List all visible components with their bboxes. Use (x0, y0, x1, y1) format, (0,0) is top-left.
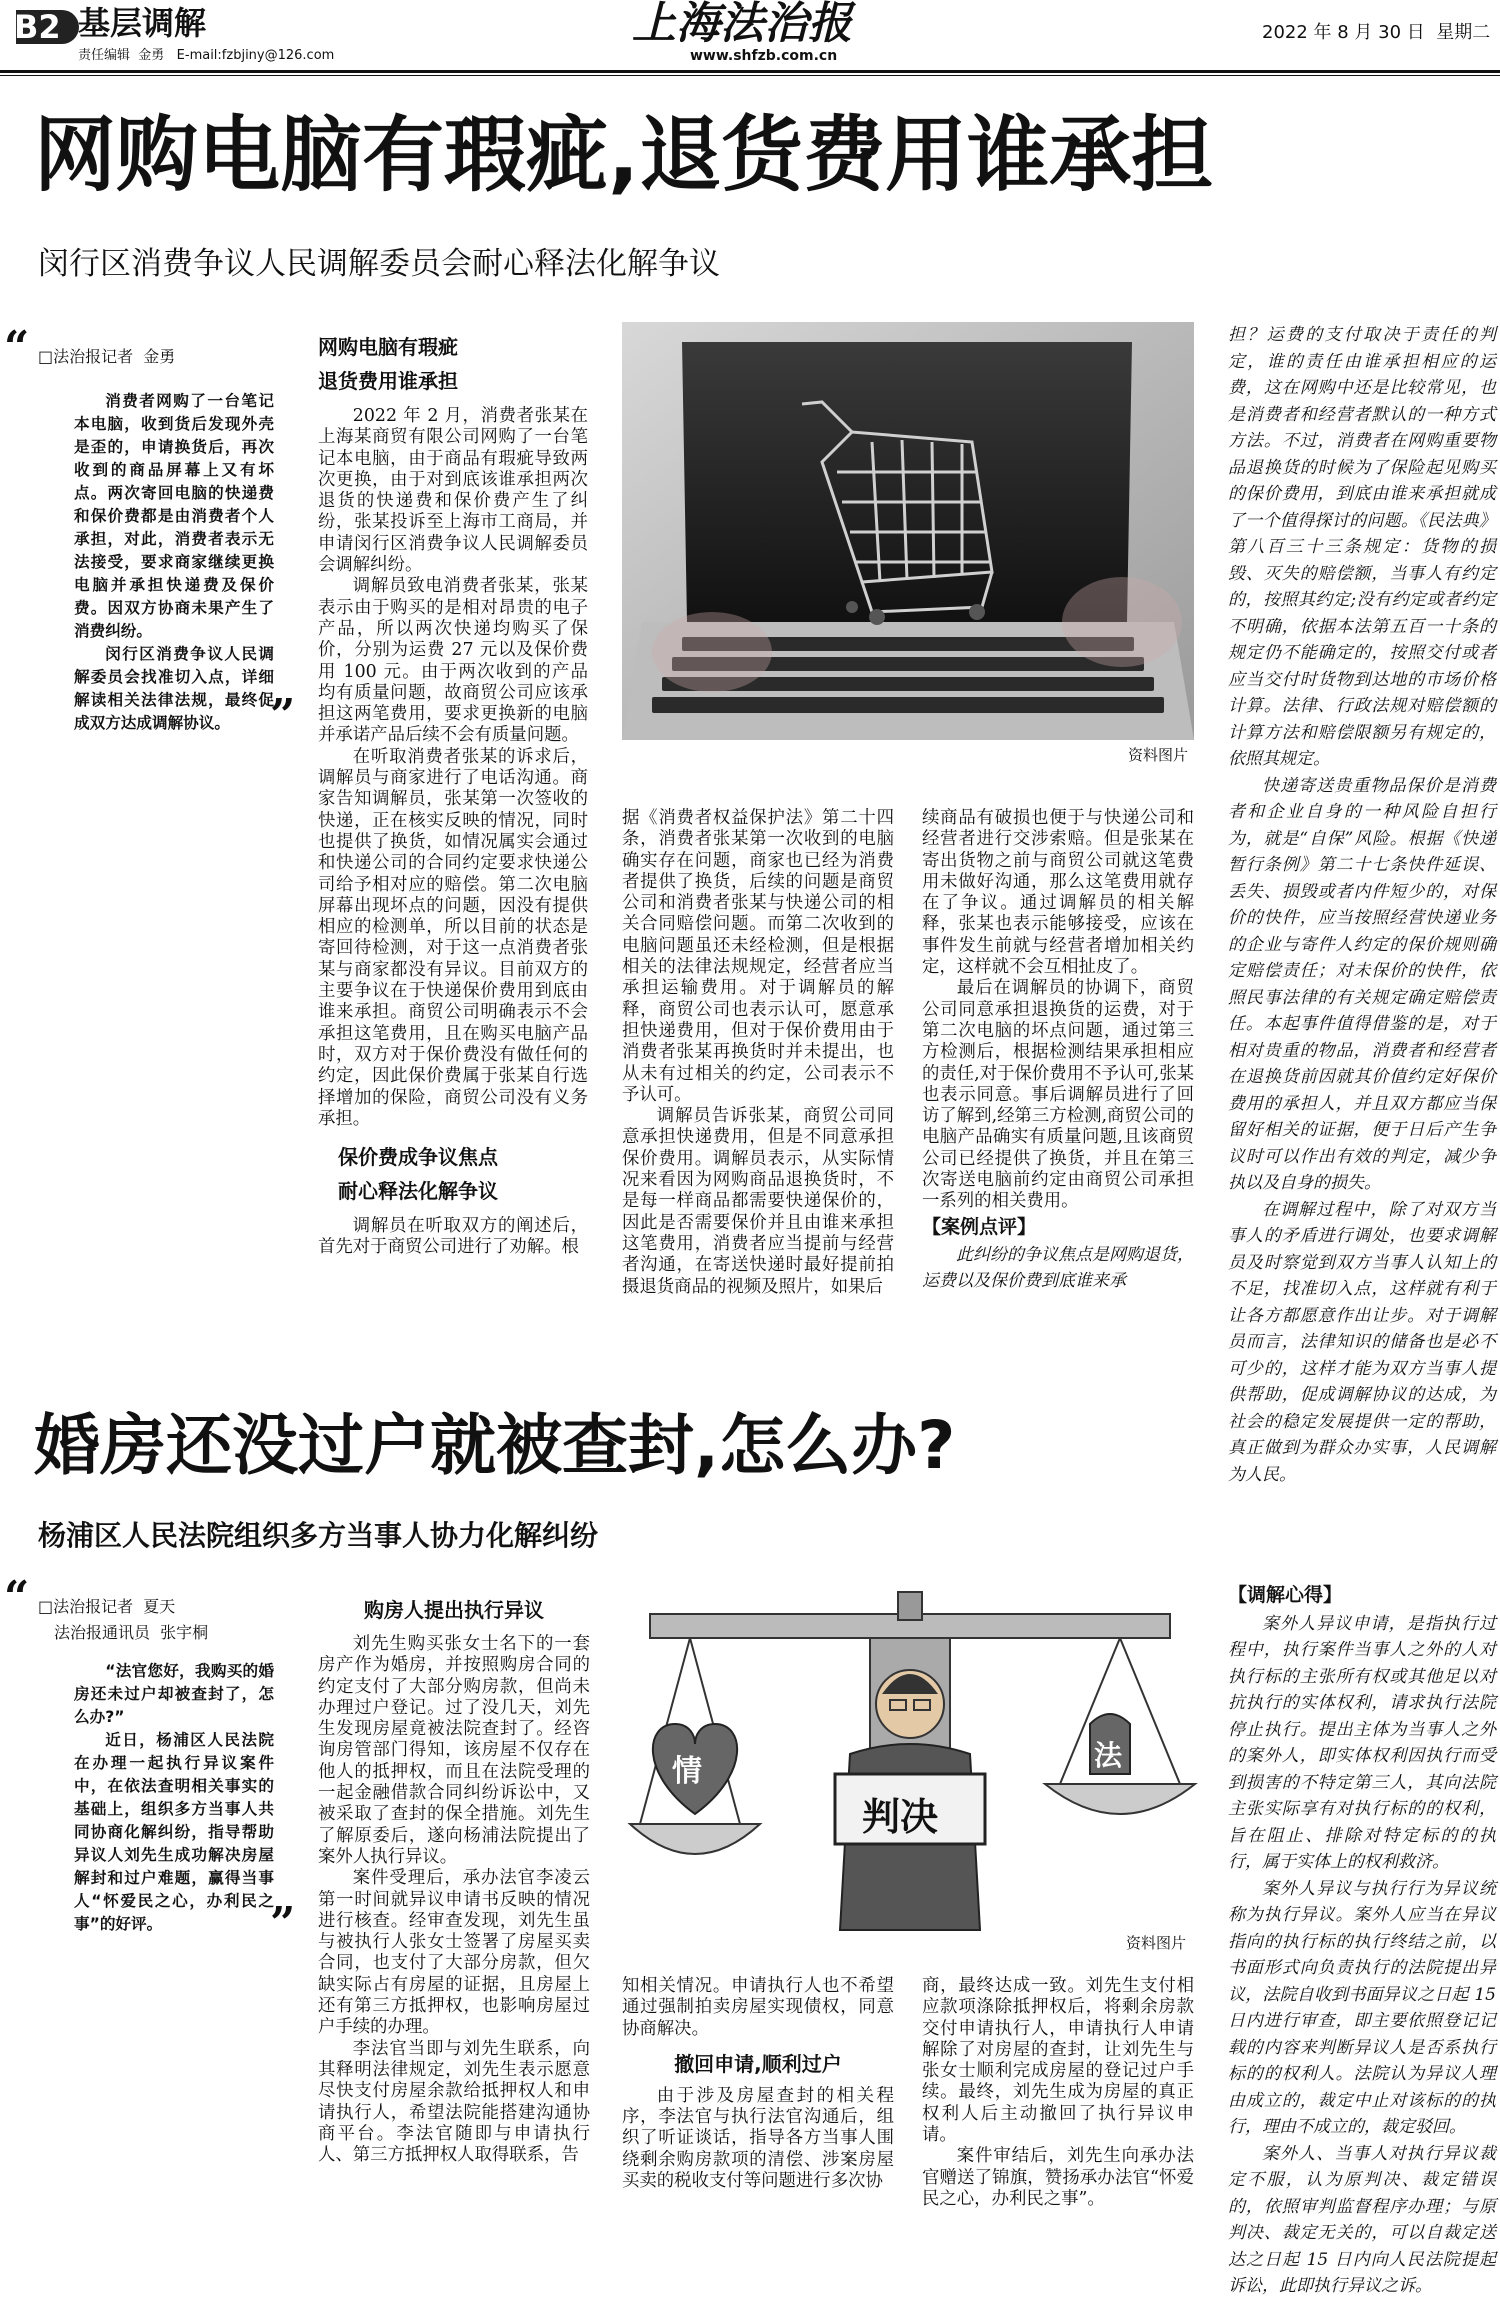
article2-byline-correspondent: 法治报通讯员 张宇桐 (54, 1623, 209, 1642)
comment-paragraph: 此纠纷的争议焦点是网购退货，运费以及保价费到底谁来承 (922, 1244, 1194, 1292)
illustration-label-verdict: 判决 (862, 1795, 939, 1839)
body-paragraph: 调解员告诉张某，商贸公司同意承担快递费用，但是不同意承担保价费用。调解员表示，从实际情况来看因为网购商品退换货时，不是每一样商品都需要快递保价的，因此是否需要保价并且由谁来承担这笔费用，消费者应当提前与经营者沟通，在寄送快递时最好提前拍摄退货商品的视频及照片，如果后 (622, 1106, 894, 1297)
body-paragraph: 续商品有破损也便于与快递公司和经营者进行交涉索赔。但是张某在寄出货物之前与商贸公司就这笔费用未做好沟通，那么这笔费用就存在了争议。通过调解员的相关解释，张某也表示能够接受，应该在事件发生前就与经营者增加相关约定，这样就不会互相扯皮了。 (922, 808, 1194, 978)
section-heading: 退货费用谁承担 (318, 369, 458, 393)
open-quote-icon: “ (4, 1572, 30, 1623)
section-heading: 保价费成争议焦点 (338, 1145, 498, 1170)
comment-paragraph: 担？运费的支付取决于责任的判定，谁的责任由谁承担相应的运费，这在网购中还是比较常见，也是消费者和经营者默认的一种方式方法。不过，消费者在网购重要物品退换货的时候为了保险起见购买的保价费用，到底由谁来承担就成了一个值得探讨的问题。《民法典》第八百三十三条规定：货物的损毁、灭失的赔偿额，当事人有约定的，按照其约定;没有约定或者约定不明确，依据本法第五百一十条的规定仍不能确定的，按照交付或者应当交付时货物到达地的市场价格计算。法律、行政法规对赔偿额的计算方法和赔偿限额另有规定的，依照其规定。 (1228, 325, 1496, 769)
editor-line: 责任编辑 金勇 E-mail:fzbjiny@126.com (78, 48, 335, 63)
article2-subtitle: 杨浦区人民法院组织多方当事人协力化解纠纷 (38, 1519, 599, 1552)
section-heading: 网购电脑有瑕疵 (318, 335, 458, 359)
page-badge (8, 6, 70, 48)
comment-paragraph: 案外人异议与执行行为异议统称为执行异议。案外人应当在异议指向的执行标的执行终结之前，以书面形式向负责执行的法院提出异议，法院自收到书面异议之日起 15 日内进行审查，即主要依照登记记载的内容来判断异议人是否系执行标的的权利人。法院认为异议人理由成立的，裁定中止对该标的的执行，理由不成立的，裁定驳回。 (1228, 1878, 1496, 2137)
article2-column-2 (622, 1976, 894, 2226)
issue-date: 2022 年 8 月 30 日 星期二 (1262, 22, 1491, 43)
body-paragraph: 案件受理后，承办法官李凌云第一时间就异议申请书反映的情况进行核查。经审查发现，刘先生虽与被执行人张女士签署了房屋买卖合同，也支付了大部分房款，但欠缺实际占有房屋的证据，且房屋上还有第三方抵押权，也影响房屋过户手续的办理。 (318, 1868, 590, 2038)
close-quote-icon: ” (270, 1898, 296, 1949)
article2-column-1 (318, 1592, 590, 2226)
article2-illustration (620, 1584, 1196, 1930)
body-paragraph: 调解员在听取双方的阐述后，首先对于商贸公司进行了劝解。根 (318, 1216, 588, 1258)
lead-paragraph: “法官您好，我购买的婚房还未过户却被查封了，怎么办?” (74, 1662, 274, 1726)
comment-paragraph: 案外人异议申请，是指执行过程中，执行案件当事人之外的人对执行标的主张所有权或其他足以对抗执行的实体权利，请求执行法院停止执行。提出主体为当事人之外的案外人，即实体权利因执行而受到损害的不特定第三人，其向法院主张实际享有对执行标的的权利，旨在阻止、排除对特定标的的执行，属于实体上的权利救济。 (1228, 1613, 1496, 1872)
body-paragraph: 案件审结后，刘先生向承办法官赠送了锦旗，赞扬承办法官“怀爱民之心，办利民之事”。 (922, 2146, 1194, 2209)
comment-paragraph: 在调解过程中，除了对双方当事人的矛盾进行调处，也要求调解员及时察觉到双方当事人认知上的不足，找准切入点，这样就有利于让各方都愿意作出让步。对于调解员而言，法律知识的储备也是必不可少的，这样才能为双方当事人提供帮助，促成调解协议的达成，为社会的稳定发展提供一定的帮助，真正做到为群众办实事，人民调解为人民。 (1228, 1199, 1496, 1485)
body-paragraph: 调解员致电消费者张某，张某表示由于购买的是相对昂贵的电子产品，所以两次快递均购买了保价，分别为运费 27 元以及保价费用 100 元。由于两次收到的产品均有质量问题，故商贸公司应该承担这两笔费用，要求更换新的电脑并承诺产品后续不会有质量问题。 (318, 576, 588, 746)
illustration-label-law: 法 (1094, 1739, 1123, 1772)
article1-subtitle: 闵行区消费争议人民调解委员会耐心释法化解争议 (38, 246, 720, 282)
body-paragraph: 最后在调解员的协调下，商贸公司同意承担退换货的运费，对于第二次电脑的坏点问题，通过第三方检测后，根据检测结果承担相应的责任,对于保价费用不予认可,张某也表示同意。事后调解员进行了回访了解到,经第三方检测,商贸公司的电脑产品确实有质量问题,且该商贸公司已经提供了换货，并且在第三次寄送电脑前约定由商贸公司承担一系列的相关费用。 (922, 978, 1194, 1212)
section-heading: 购房人提出执行异议 (364, 1598, 544, 1622)
article2-byline-reporter: □法治报记者 夏天 (38, 1597, 176, 1616)
body-paragraph: 商，最终达成一致。刘先生支付相应款项涤除抵押权后，将剩余房款交付申请执行人，申请执行人申请解除了对房屋的查封，让刘先生与张女士顺利完成房屋的登记过户手续。最终，刘先生成为房屋的真正权利人后主动撤回了执行异议申请。 (922, 1976, 1194, 2146)
article1-byline: □法治报记者 金勇 (38, 347, 176, 366)
article2-title: 婚房还没过户就被查封,怎么办? (34, 1407, 956, 1484)
lead-paragraph: 近日，杨浦区人民法院在办理一起执行异议案件中，在依法查明相关事实的基础上，组织多方当事人共同协商化解纠纷，指导帮助异议人刘先生成功解决房屋解封和过户难题，赢得当事人“怀爱民之心，办利民之事”的好评。 (74, 1731, 274, 1933)
body-paragraph: 由于涉及房屋查封的相关程序，李法官与执行法官沟通后，组织了听证谈话，指导各方当事人围绕剩余购房款项的清偿、涉案房屋买卖的税收支付等问题进行多次协 (622, 2085, 894, 2192)
header-rule-thin (0, 75, 1500, 76)
article1-lead (74, 390, 274, 735)
article1-column-3 (922, 808, 1194, 1336)
article1-column-4 (1228, 322, 1496, 1485)
body-paragraph: 刘先生购买张女士名下的一套房产作为婚房，并按照购房合同的约定支付了大部分购房款，但尚未办理过户登记。过了没几天，刘先生发现房屋竟被法院查封了。经咨询房管部门得知，该房屋不仅存在他人的抵押权，而且在法院受理的一起金融借款合同纠纷诉讼中，又被采取了查封的保全措施。刘先生了解原委后，遂向杨浦法院提出了案外人执行异议。 (318, 1634, 590, 1867)
lead-paragraph: 消费者网购了一台笔记本电脑，收到货后发现外壳是歪的，申请换货后，再次收到的商品屏幕上又有坏点。两次寄回电脑的快递费和保价费都是由消费者个人承担，对此，消费者表示无法接受，要求商家继续更换电脑并承担快递费及保价费。因双方协商未果产生了消费纠纷。 (74, 392, 274, 640)
body-paragraph: 李法官当即与刘先生联系，向其释明法律规定，刘先生表示愿意尽快支付房屋余款给抵押权人和申请执行人，希望法院能搭建沟通协商平台。李法官随即与申请执行人、第三方抵押权人取得联系，告 (318, 2038, 590, 2166)
section-name: 基层调解 (78, 4, 207, 42)
body-paragraph: 在听取消费者张某的诉求后，调解员与商家进行了电话沟通。商家告知调解员，张某第一次签收的快递，正在核实反映的情况，同时也提供了换货，如情况属实会通过和快递公司的合同约定要求快递公司给予相对应的赔偿。第二次电脑屏幕出现坏点的问题，因没有提供相应的检测单，所以目前的状态是寄回待检测，对于这一点消费者张某与商家都没有异议。目前双方的主要争议在于快递保价费用到底由谁来承担。商贸公司明确表示不会承担这笔费用，且在购买电脑产品时，双方对于保价费没有做任何的约定，因此保价费属于张某自行选择增加的保险，商贸公司没有义务承担。 (318, 746, 588, 1129)
photo-credit: 资料图片 (1126, 1934, 1187, 1952)
body-paragraph: 知相关情况。申请执行人也不希望通过强制拍卖房屋实现债权，同意协商解决。 (622, 1976, 894, 2039)
lead-paragraph: 闵行区消费争议人民调解委员会找准切入点，详细解读相关法律法规，最终促成双方达成调解协议。 (74, 645, 274, 732)
header-rule (0, 70, 1500, 73)
open-quote-icon: “ (4, 322, 30, 373)
article2-column-4 (1228, 1582, 1496, 2296)
comment-paragraph: 案外人、当事人对执行异议裁定不服，认为原判决、裁定错误的，依照审判监督程序办理；与原判决、裁定无关的，可以自裁定送达之日起 15 日内向人民法院提起诉讼，此即执行异议之诉。 (1228, 2143, 1496, 2296)
website: www.shfzb.com.cn (690, 48, 838, 64)
mediation-insight-tag: 【调解心得】 (1228, 1584, 1343, 1606)
article2-column-3 (922, 1976, 1194, 2226)
article1-column-1 (318, 330, 588, 1340)
comment-paragraph: 快递寄送贵重物品保价是消费者和企业自身的一种风险自担行为，就是“自保”风险。根据《快递暂行条例》第二十七条快件延误、丢失、损毁或者内件短少的，对保价的快件，应当按照经营快递业务的企业与寄件人约定的保价规则确定赔偿责任；对未保价的快件，依照民事法律的有关规定确定赔偿责任。本起事件值得借鉴的是，对于相对贵重的物品，消费者和经营者在退换货前因就其价值约定好保价费用的承担人，并且双方都应当保留好相关的证据，便于日后产生争议时可以作出有效的判定，减少争执以及自身的损失。 (1228, 775, 1496, 1193)
close-quote-icon: ” (270, 690, 296, 741)
section-heading: 耐心释法化解争议 (338, 1179, 498, 1204)
article1-column-2 (622, 808, 894, 1336)
illustration-label-emotion: 情 (672, 1754, 702, 1789)
case-comment-tag: 【案例点评】 (922, 1215, 1037, 1238)
article1-title: 网购电脑有瑕疵,退货费用谁承担 (34, 108, 1214, 203)
article2-lead (74, 1660, 274, 1936)
body-paragraph: 2022 年 2 月，消费者张某在上海某商贸有限公司网购了一台笔记本电脑，由于商品有瑕疵导致两次更换，由于对到底该谁承担两次退货的快递费和保价费产生了纠纷，张某投诉至上海市工商局，并申请闵行区消费争议人民调解委员会调解纠纷。 (318, 406, 588, 576)
photo-credit: 资料图片 (1128, 746, 1189, 764)
masthead: 上海法治报 (632, 0, 852, 49)
body-paragraph: 据《消费者权益保护法》第二十四条，消费者张某第一次收到的电脑确实存在问题，商家也已经为消费者提供了换货，后续的问题是商贸公司和消费者张某与快递公司的相关合同赔偿问题。而第二次收到的电脑问题虽还未经检测，但是根据相关的法律法规规定，经营者应当承担运输费用。对于调解员的解释，商贸公司也表示认可，愿意承担快递费用，但对于保价费用由于消费者张某再换货时并未提出，也从未有过相关的约定，公司表示不予认可。 (622, 808, 894, 1105)
section-heading: 撤回申请,顺利过户 (674, 2051, 842, 2076)
page-number: B2 (14, 8, 61, 46)
article1-photo (622, 322, 1194, 740)
